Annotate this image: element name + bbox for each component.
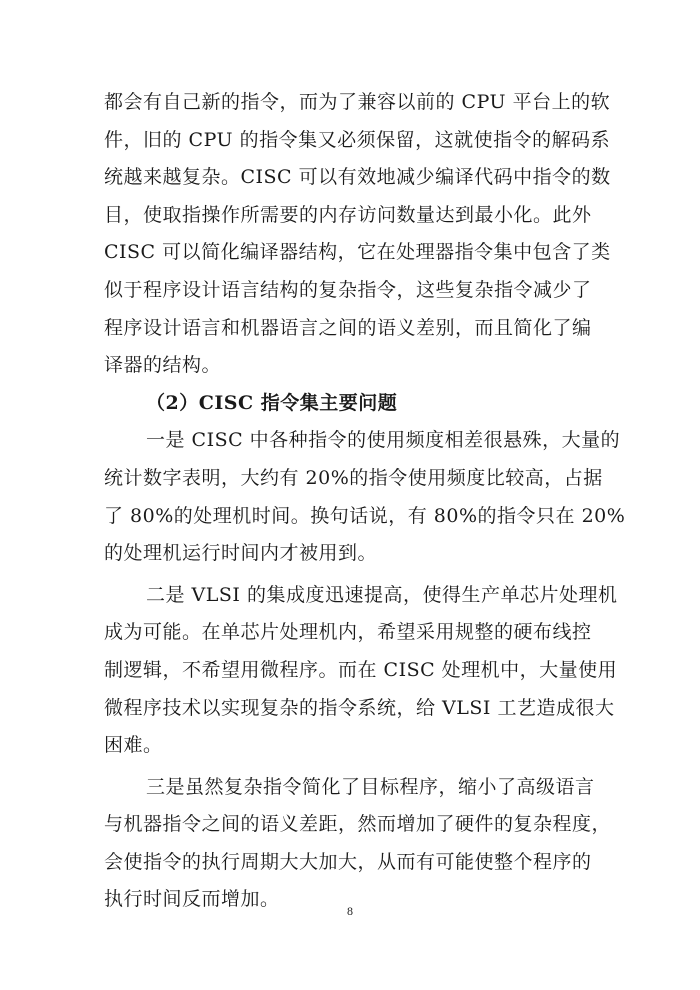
text-line: 三是虽然复杂指令简化了目标程序，缩小了高级语言 — [146, 775, 595, 798]
text-line: 执行时间反而增加。 — [104, 888, 280, 911]
text-line: 二是 VLSI 的集成度迅速提高，使得生产单芯片处理机 — [146, 583, 618, 606]
text-line: 统计数字表明，大约有 20%的指令使用频度比较高，占据 — [104, 466, 603, 489]
text-line: 都会有自己新的指令，而为了兼容以前的 CPU 平台上的软 — [104, 91, 611, 113]
text-line: 成为可能。在单芯片处理机内，希望采用规整的硬布线控 — [104, 621, 592, 644]
text-line: 微程序技术以实现复杂的指令系统，给 VLSI 工艺造成很大 — [104, 696, 615, 719]
text-line: 困难。 — [104, 734, 163, 757]
text-line: 程序设计语言和机器语言之间的语义差别，而且简化了编 — [104, 316, 592, 339]
text-line: 似于程序设计语言结构的复杂指令，这些复杂指令减少了 — [104, 278, 592, 301]
text-line: 与机器指令之间的语义差距，然而增加了硬件的复杂程度， — [104, 813, 612, 836]
text-line: 译器的结构。 — [104, 354, 222, 377]
text-line: 会使指令的执行周期大大加大，从而有可能使整个程序的 — [104, 850, 592, 873]
page-number: 8 — [347, 904, 353, 918]
text-line: 制逻辑，不希望用微程序。而在 CISC 处理机中，大量使用 — [104, 658, 618, 681]
text-line: 一是 CISC 中各种指令的使用频度相差很悬殊，大量的 — [146, 429, 621, 452]
text-line: 统越来越复杂。CISC 可以有效地减少编译代码中指令的数 — [104, 166, 611, 189]
text-line: 件，旧的 CPU 的指令集又必须保留，这就使指令的解码系 — [104, 128, 611, 151]
body-text — [104, 84, 626, 919]
section-heading: （2）CISC 指令集主要问题 — [146, 391, 398, 414]
text-line: 目，使取指操作所需要的内存访问数量达到最小化。此外 — [104, 203, 592, 226]
text-line: 的处理机运行时间内才被用到。 — [104, 542, 378, 565]
text-line: CISC 可以简化编译器结构，它在处理器指令集中包含了类 — [104, 241, 611, 264]
text-line: 了 80%的处理机时间。换句话说，有 80%的指令只在 20% — [104, 504, 626, 527]
